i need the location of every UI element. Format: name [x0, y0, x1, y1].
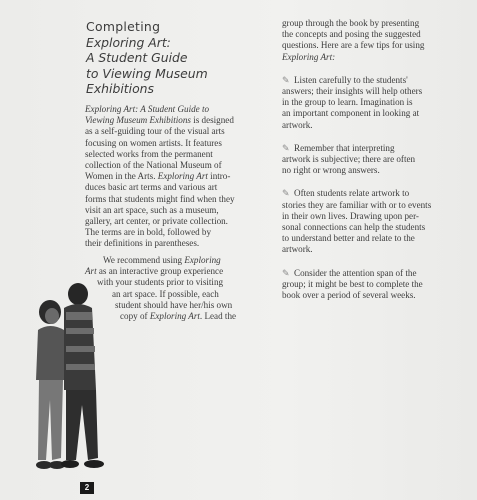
boy-figure [61, 283, 104, 468]
text-line: gallery, art center, or private collection. [85, 216, 228, 227]
text-line: We recommend using Exploring [103, 255, 221, 265]
pencil-icon: ✎ [282, 142, 290, 153]
text-line: to understand better and relate to the [282, 233, 415, 244]
text-line: ✎ Listen carefully to the students' [282, 74, 408, 85]
title-line: to Viewing Museum [86, 65, 208, 81]
intro-paragraph [85, 104, 260, 250]
text-line: group through the book by presenting [282, 18, 420, 28]
pencil-icon: ✎ [282, 74, 290, 85]
title-line: A Student Guide [86, 50, 188, 65]
text-line: Exploring Art: A Student Guide to [85, 104, 210, 114]
text-line: copy of Exploring Art. Lead the [120, 311, 237, 322]
text-line: sonal connections can help the students [282, 222, 426, 233]
text-line: an art space. If possible, each [112, 288, 219, 299]
text-line: group; it might be best to complete the [282, 278, 423, 289]
text-line: with your students prior to visiting [97, 277, 224, 288]
text-line: The terms are in bold, followed by [85, 227, 212, 238]
tips-column [282, 18, 447, 313]
text-line: artwork. [282, 119, 313, 130]
text-line: visit an art space, such as a museum, [85, 204, 219, 215]
text-line: as a self-guiding tour of the visual arts [85, 126, 225, 137]
text-line: their definitions in parentheses. [85, 238, 200, 249]
text-line: in their own lives. Drawing upon per- [282, 210, 419, 221]
pencil-icon: ✎ [282, 188, 290, 199]
tips-list [282, 75, 447, 301]
text-line: in the group to learn. Imagination is [282, 97, 413, 108]
tip-item [282, 75, 447, 131]
text-line: answers; their insights will help others [282, 86, 423, 97]
text-line: questions. Here are a few tips for using [282, 40, 425, 51]
text-line: collection of the National Museum of [85, 160, 222, 171]
title-line: Completing [86, 19, 161, 34]
text-line: an important component in looking at [282, 108, 420, 119]
text-line: selected works from the permanent [85, 148, 213, 159]
text-line: the concepts and posing the suggested [282, 29, 421, 40]
text-line: ✎ Often students relate artwork to [282, 188, 410, 199]
text-line: Exploring Art: [282, 51, 336, 62]
text-line: forms that students might find when they [85, 193, 235, 204]
text-line: book over a period of several weeks. [282, 290, 416, 301]
text-line: Women in the Arts. Exploring Art intro- [85, 171, 231, 182]
text-line: artwork. [282, 244, 313, 255]
text-line: artwork is subjective; there are often [282, 154, 416, 165]
tip-item [282, 268, 447, 302]
page-number: 2 [80, 482, 94, 494]
title-line: Exhibitions [86, 81, 154, 96]
title-line: Exploring Art: [86, 34, 171, 50]
students-photo [30, 280, 120, 480]
page-title [86, 19, 246, 97]
text-line: stories they are familiar with or to events [282, 199, 432, 210]
text-line: no right or wrong answers. [282, 165, 380, 176]
text-line: Art as an interactive group experience [85, 266, 224, 277]
intro-text [85, 104, 260, 250]
text-line: student should have her/his own [115, 299, 233, 310]
tip-item [282, 188, 447, 255]
tips-intro [282, 18, 447, 63]
text-line: Viewing Museum Exhibitions is designed [85, 115, 234, 126]
text-line: duces basic art terms and various art [85, 182, 218, 193]
text-line: focusing on women artists. It features [85, 137, 222, 148]
tip-item [282, 143, 447, 177]
pencil-icon: ✎ [282, 267, 290, 278]
text-line: ✎ Consider the attention span of the [282, 267, 417, 278]
text-line: ✎ Remember that interpreting [282, 142, 395, 153]
